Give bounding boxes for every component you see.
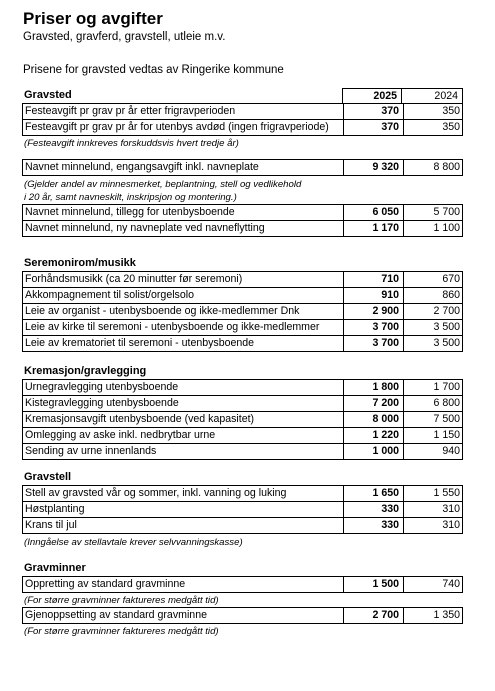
price-2024: 3 500	[403, 320, 464, 335]
section-header	[22, 470, 463, 486]
section-gravsted	[22, 88, 463, 237]
section-kremasjon	[22, 364, 463, 460]
table-row	[22, 518, 463, 534]
table-row	[22, 486, 463, 502]
section-heading: Gravsted	[24, 89, 72, 101]
table-row	[22, 380, 463, 396]
price-2024: 7 500	[403, 412, 464, 427]
price-2025: 1 800	[343, 380, 403, 395]
row-label: Navnet minnelund, tillegg for utenbysboende	[25, 206, 235, 218]
price-2025: 3 700	[343, 320, 403, 335]
row-label: Stell av gravsted vår og sommer, inkl. vanning og luking	[25, 487, 287, 499]
row-label: Navnet minnelund, engangsavgift inkl. navneplate	[25, 161, 259, 173]
price-2025: 1 000	[343, 444, 403, 459]
row-label: Leie av organist - utenbysboende og ikke-medlemmer Dnk	[25, 305, 300, 317]
table-row	[22, 320, 463, 336]
price-2025: 2 700	[343, 608, 403, 623]
row-label: Sending av urne innenlands	[25, 445, 157, 457]
price-2025: 7 200	[343, 396, 403, 411]
section-heading: Gravstell	[24, 471, 72, 483]
row-label: Navnet minnelund, ny navneplate ved navneflytting	[25, 222, 265, 234]
price-2025: 3 700	[343, 336, 403, 351]
section-seremonirom	[22, 256, 463, 352]
section-gravstell	[22, 470, 463, 549]
footnote: (Gjelder andel av minnesmerket, beplantning, stell og vedlikehold	[24, 179, 302, 190]
footnote: (Festeavgift innkreves forskuddsvis hvert tredje år)	[24, 138, 239, 149]
price-2025: 330	[343, 518, 403, 533]
price-2024: 5 700	[403, 205, 464, 220]
price-2025: 9 320	[343, 160, 403, 175]
price-2024: 860	[403, 288, 464, 303]
table-row	[22, 120, 463, 136]
table-row	[22, 159, 463, 176]
table-row	[22, 502, 463, 518]
price-2024: 350	[403, 104, 464, 119]
price-2025: 1 220	[343, 428, 403, 443]
price-2024: 310	[403, 518, 464, 533]
price-2025: 8 000	[343, 412, 403, 427]
row-label: Oppretting av standard gravminne	[25, 578, 186, 590]
section-header	[22, 364, 463, 380]
footnote: (Inngåelse av stellavtale krever selvvanningskasse)	[24, 537, 243, 548]
section-header	[22, 88, 463, 104]
intro-text: Prisene for gravsted vedtas av Ringerike kommune	[23, 64, 284, 76]
price-2025: 6 050	[343, 205, 403, 220]
page-title: Priser og avgifter	[23, 9, 163, 28]
table-row	[22, 428, 463, 444]
table-row	[22, 396, 463, 412]
price-2024: 1 700	[403, 380, 464, 395]
footnote: i 20 år, samt navneskilt, inskripsjon og montering.)	[24, 192, 237, 203]
row-label: Festeavgift pr grav pr år etter frigravperioden	[25, 105, 236, 117]
table-row	[22, 336, 463, 352]
price-2025: 2 900	[343, 304, 403, 319]
price-2025: 1 170	[343, 221, 403, 236]
table-row	[22, 412, 463, 428]
row-label: Forhåndsmusikk (ca 20 minutter før seremoni)	[25, 273, 243, 285]
price-2024: 1 150	[403, 428, 464, 443]
column-header-2025: 2025	[342, 88, 402, 103]
price-2025: 370	[343, 120, 403, 135]
price-2024: 6 800	[403, 396, 464, 411]
price-2024: 2 700	[403, 304, 464, 319]
price-2024: 740	[403, 577, 464, 592]
price-2025: 910	[343, 288, 403, 303]
row-label: Akkompagnement til solist/orgelsolo	[25, 289, 194, 301]
section-heading: Gravminner	[24, 562, 86, 574]
row-label: Omlegging av aske inkl. nedbrytbar urne	[25, 429, 216, 441]
price-2025: 370	[343, 104, 403, 119]
footnote: (For større gravminner faktureres medgått tid)	[24, 626, 219, 637]
table-row	[22, 104, 463, 120]
row-label: Leie av krematoriet til seremoni - utenbysboende	[25, 337, 255, 349]
price-2024: 1 550	[403, 486, 464, 501]
table-row	[22, 204, 463, 221]
row-label: Festeavgift pr grav pr år for utenbys avdød (ingen frigravperiode)	[25, 121, 329, 133]
section-header	[22, 561, 463, 577]
section-header	[22, 256, 463, 272]
row-label: Kremasjonsavgift utenbysboende (ved kapasitet)	[25, 413, 255, 425]
table-row	[22, 444, 463, 460]
price-2024: 3 500	[403, 336, 464, 351]
price-2024: 8 800	[403, 160, 464, 175]
page-subtitle: Gravsted, gravferd, gravstell, utleie m.v.	[23, 31, 226, 43]
price-2024: 670	[403, 272, 464, 287]
table-row	[22, 272, 463, 288]
row-label: Urnegravlegging utenbysboende	[25, 381, 179, 393]
column-header-2024: 2024	[402, 88, 463, 103]
price-2024: 350	[403, 120, 464, 135]
price-2024: 1 100	[403, 221, 464, 236]
table-row	[22, 577, 463, 593]
section-gravminner	[22, 561, 463, 638]
row-label: Krans til jul	[25, 519, 77, 531]
section-heading: Kremasjon/gravlegging	[24, 365, 147, 377]
price-2024: 1 350	[403, 608, 464, 623]
section-heading: Seremonirom/musikk	[24, 257, 136, 269]
row-label: Høstplanting	[25, 503, 85, 515]
price-2025: 1 500	[343, 577, 403, 592]
price-2024: 310	[403, 502, 464, 517]
price-2025: 710	[343, 272, 403, 287]
price-2024: 940	[403, 444, 464, 459]
footnote: (For større gravminner faktureres medgått tid)	[24, 595, 219, 606]
table-row	[22, 304, 463, 320]
row-label: Kistegravlegging utenbysboende	[25, 397, 179, 409]
row-label: Gjenoppsetting av standard gravminne	[25, 609, 207, 621]
row-label: Leie av kirke til seremoni - utenbysboende og ikke-medlemmer	[25, 321, 320, 333]
table-row	[22, 607, 463, 624]
price-2025: 1 650	[343, 486, 403, 501]
table-row	[22, 288, 463, 304]
price-2025: 330	[343, 502, 403, 517]
table-row	[22, 221, 463, 237]
